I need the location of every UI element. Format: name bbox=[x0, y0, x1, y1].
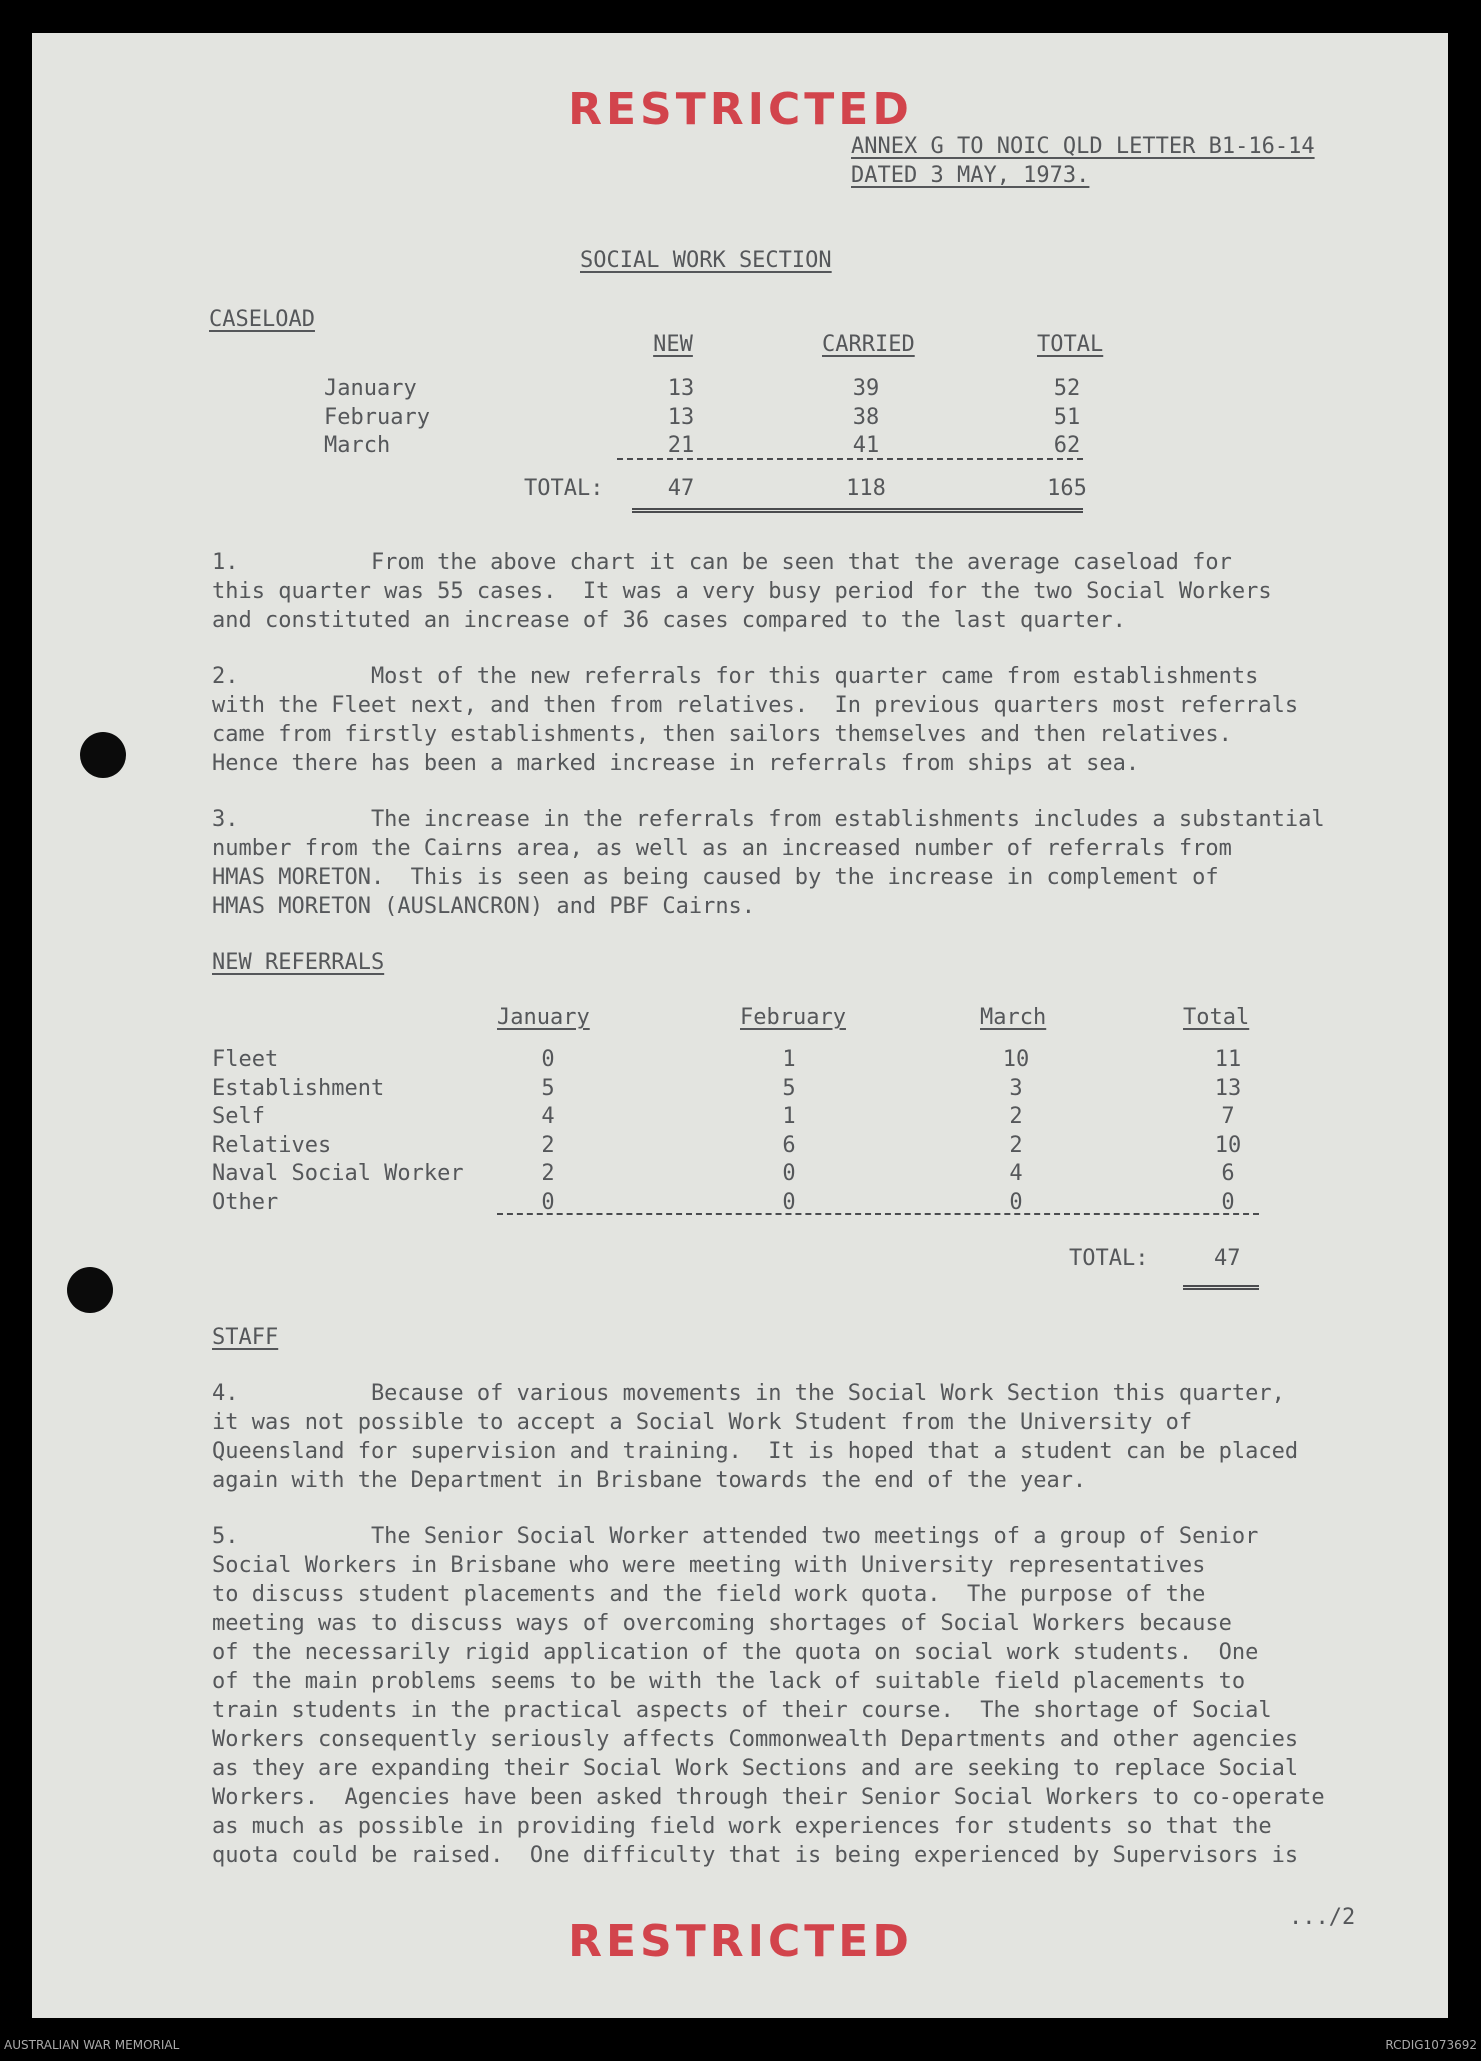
caseload-cell: 21 bbox=[667, 433, 695, 458]
caseload-cell: 13 bbox=[667, 376, 695, 401]
referrals-cell: 10 bbox=[1002, 1047, 1030, 1072]
caseload-total-cell: 118 bbox=[846, 476, 886, 501]
referrals-total-double-rule bbox=[1183, 1285, 1259, 1290]
caseload-col-new: NEW bbox=[653, 332, 693, 357]
caseload-col-total: TOTAL bbox=[1037, 332, 1104, 357]
caseload-total-label: TOTAL: bbox=[524, 476, 604, 501]
referrals-cell: 1 bbox=[782, 1104, 796, 1129]
caseload-cell: 41 bbox=[852, 433, 880, 458]
caseload-heading: CASELOAD bbox=[209, 307, 315, 332]
referrals-source: Establishment bbox=[212, 1076, 385, 1101]
referrals-cell: 5 bbox=[782, 1076, 796, 1101]
caseload-cell: 38 bbox=[852, 405, 880, 430]
referrals-cell: 11 bbox=[1214, 1047, 1242, 1072]
referrals-cell: 0 bbox=[782, 1190, 796, 1215]
paragraph-2: 2. Most of the new referrals for this quarter came from establishments with the Fleet next, and then from relatives. In previous quarters most referrals came from firstly establishments, then sailors themselves and then relatives. Hence there has been a marked increase in referrals from ships at sea. bbox=[212, 664, 1299, 776]
referrals-cell: 1 bbox=[782, 1047, 796, 1072]
section-title: SOCIAL WORK SECTION bbox=[580, 248, 832, 273]
paragraph-3: 3. The increase in the referrals from establishments includes a substantial number from the Cairns area, as well as an increased number of referrals from HMAS MORETON. This is seen as being caused by the increase in complement of HMAS MORETON (AUSLANCRON) and PBF Cairns. bbox=[212, 807, 1325, 919]
caseload-cell: 62 bbox=[1053, 433, 1081, 458]
caseload-total-cell: 165 bbox=[1047, 476, 1087, 501]
referrals-heading: NEW REFERRALS bbox=[212, 950, 385, 975]
caseload-month: March bbox=[324, 433, 391, 458]
referrals-cell: 6 bbox=[1221, 1161, 1235, 1186]
referrals-sum-rule bbox=[497, 1213, 1259, 1215]
referrals-total-value: 47 bbox=[1214, 1246, 1241, 1271]
referrals-col-total: Total bbox=[1183, 1005, 1250, 1030]
page-continuation: .../2 bbox=[1289, 1905, 1356, 1930]
caseload-cell: 39 bbox=[852, 376, 880, 401]
referrals-cell: 0 bbox=[782, 1161, 796, 1186]
referrals-col-january: January bbox=[497, 1005, 590, 1030]
restricted-stamp-top: RESTRICTED bbox=[568, 84, 913, 135]
paragraph-4: 4. Because of various movements in the Social Work Section this quarter, it was not possible to accept a Social Work Student from the University of Queensland for supervision and training. It is hoped that a student can be placed again with the Department in Brisbane towards the end of the year. bbox=[212, 1381, 1299, 1493]
referrals-cell: 2 bbox=[541, 1133, 555, 1158]
punch-hole-top bbox=[80, 732, 126, 778]
archive-identifier: RCDIG1073692 bbox=[1385, 2038, 1477, 2052]
referrals-cell: 2 bbox=[1009, 1104, 1023, 1129]
referrals-cell: 7 bbox=[1221, 1104, 1235, 1129]
caseload-month: February bbox=[324, 405, 430, 430]
referrals-source: Self bbox=[212, 1104, 265, 1129]
referrals-cell: 0 bbox=[541, 1047, 555, 1072]
referrals-source: Other bbox=[212, 1190, 279, 1215]
referrals-cell: 2 bbox=[541, 1161, 555, 1186]
caseload-cell: 51 bbox=[1053, 405, 1081, 430]
punch-hole-bottom bbox=[67, 1267, 113, 1313]
referrals-cell: 4 bbox=[541, 1104, 555, 1129]
referrals-source: Naval Social Worker bbox=[212, 1161, 464, 1186]
caseload-total-cell: 47 bbox=[667, 476, 695, 501]
referrals-cell: 0 bbox=[1221, 1190, 1235, 1215]
referrals-cell: 6 bbox=[782, 1133, 796, 1158]
referrals-total-label: TOTAL: bbox=[1069, 1246, 1149, 1271]
caseload-sum-rule bbox=[617, 458, 1083, 460]
referrals-source: Fleet bbox=[212, 1047, 279, 1072]
referrals-col-february: February bbox=[740, 1005, 846, 1030]
referrals-cell: 2 bbox=[1009, 1133, 1023, 1158]
referrals-cell: 3 bbox=[1009, 1076, 1023, 1101]
caseload-total-double-rule bbox=[632, 508, 1083, 513]
referrals-source: Relatives bbox=[212, 1133, 332, 1158]
referrals-cell: 4 bbox=[1009, 1161, 1023, 1186]
staff-heading: STAFF bbox=[212, 1325, 279, 1350]
paragraph-1: 1. From the above chart it can be seen that the average caseload for this quarter was 55 cases. It was a very busy period for the two Social Workers and constituted an increase of 36 cases compared to the last quarter. bbox=[212, 550, 1272, 633]
annex-reference: ANNEX G TO NOIC QLD LETTER B1-16-14 bbox=[851, 134, 1315, 159]
referrals-cell: 5 bbox=[541, 1076, 555, 1101]
caseload-month: January bbox=[324, 376, 417, 401]
caseload-cell: 52 bbox=[1053, 376, 1081, 401]
referrals-cell: 0 bbox=[541, 1190, 555, 1215]
referrals-cell: 0 bbox=[1009, 1190, 1023, 1215]
caseload-cell: 13 bbox=[667, 405, 695, 430]
referrals-col-march: March bbox=[980, 1005, 1047, 1030]
annex-date: DATED 3 MAY, 1973. bbox=[851, 163, 1090, 188]
restricted-stamp-bottom: RESTRICTED bbox=[568, 1916, 913, 1967]
paragraph-5: 5. The Senior Social Worker attended two meetings of a group of Senior Social Workers in Brisbane who were meeting with University representatives to discuss student placements and the field work quota. The purpose of the meeting was to discuss ways of overcoming shortages of Social Workers because of the necessarily rigid application of the quota on social work students. One of the main problems seems to be with the lack of suitable field placements to train students in the practical aspects of their course. The shortage of Social Workers consequently seriously affects Commonwealth Departments and other agencies as they are expanding their Social Work Sections and are seeking to replace Social Workers. Agencies have been asked through their Senior Social Workers to co-operate as much as possible in providing field work experiences for students so that the quota could be raised. One difficulty that is being experienced by Supervisors is bbox=[212, 1524, 1325, 1868]
referrals-cell: 13 bbox=[1214, 1076, 1242, 1101]
caseload-col-carried: CARRIED bbox=[822, 332, 915, 357]
archive-credit: AUSTRALIAN WAR MEMORIAL bbox=[4, 2038, 180, 2052]
referrals-cell: 10 bbox=[1214, 1133, 1242, 1158]
